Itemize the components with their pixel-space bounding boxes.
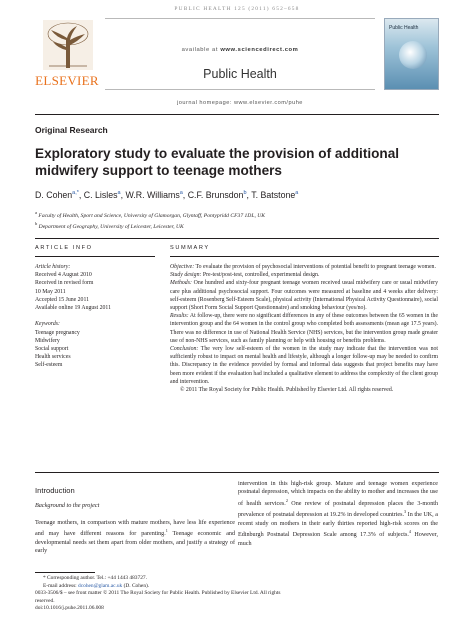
keyword[interactable]: Social support [35, 346, 69, 353]
history-item: 10 May 2011 [35, 288, 66, 295]
homepage-link[interactable]: www.elsevier.com/puhe [233, 100, 303, 106]
journal-title: Public Health [203, 67, 277, 81]
keyword[interactable]: Self-esteem [35, 362, 63, 369]
affiliation-b: $^b$ Department of Geography, University of Leicester, Leicester, UK [35, 220, 184, 230]
doi-link[interactable]: doi:10.1016/j.puhe.2011.06.008 [35, 605, 104, 612]
history-item: Received in revised form [35, 280, 94, 287]
keyword[interactable]: Teenage pregnancy [35, 329, 80, 336]
elsevier-wordmark: ELSEVIER [35, 73, 99, 88]
spacer [35, 312, 155, 320]
copyright-line: 0033-3506/$ – see front matter © 2011 The Royal Society for Public Health. Published by Elsevier Ltd. All rights reserved. [35, 590, 281, 604]
author-3-marks[interactable]: a [179, 190, 183, 197]
summary-results: Results: At follow-up, there were no significant differences in any of these outcomes between the 65 women in the intervention group and the 64 women in the control group who completed both assessments (mean age 17.5 years). There was no difference in use of National Health Service (NHS) services, but the intervention group made greater use of non-NHS services, such as family planning or help with housing or benefits problems. [170, 313, 438, 344]
available-at [105, 47, 375, 53]
author-2[interactable]: C. Lisles$^a$, [83, 190, 126, 200]
cover-globe-icon [399, 41, 427, 69]
author-2-marks[interactable]: a [117, 190, 121, 197]
running-head: PUBLIC HEALTH 125 (2011) 652–658 [174, 6, 300, 12]
citation-link[interactable]: 1 [165, 528, 168, 534]
author-4-marks[interactable]: b [243, 190, 247, 197]
author-1-marks[interactable]: a,* [72, 190, 79, 197]
history-item: Received 4 August 2010 [35, 272, 92, 279]
introduction-heading: Introduction [35, 486, 75, 495]
citation-link[interactable]: 4 [408, 529, 411, 535]
elsevier-logo[interactable] [35, 18, 99, 90]
article-info-rule [35, 256, 155, 257]
email-link[interactable]: dcohen@glam.ac.uk [78, 582, 123, 589]
abstract-bottom-rule [35, 472, 439, 473]
summary-objective: Objective: To evaluate the provision of psychosocial interventions of potential benefit to pregnant teenage women. [170, 264, 436, 270]
summary-heading: SUMMARY [170, 245, 210, 251]
author-5[interactable]: T. Batstone$^a$ [251, 190, 299, 200]
intro-column-left: Teenage mothers, in comparison with mature mothers, have less life experience and may have different reasons for parenting.$^1$ Teenage economic and developmental needs set them apart from older mothers, and justify a strategy of early [35, 520, 236, 555]
keyword[interactable]: Midwifery [35, 337, 60, 344]
affiliation-rule [35, 238, 439, 239]
journal-cover [384, 18, 439, 90]
masthead-center [105, 18, 375, 90]
summary-rule [170, 256, 439, 257]
summary [170, 263, 438, 394]
citation-link[interactable]: 2 [285, 497, 288, 503]
article-info [35, 263, 155, 370]
history-item: Available online 19 August 2011 [35, 305, 111, 312]
author-4[interactable]: C.F. Brunsdon$^b$, [187, 190, 252, 200]
keywords-label: Keywords: [35, 321, 60, 328]
journal-masthead [35, 18, 439, 90]
affiliation-a: $^a$ Faculty of Health, Sport and Science, University of Glamorgan, Glyntaff, Pontypridd CF37 1DL, UK [35, 210, 266, 219]
sciencedirect-link[interactable]: www.sciencedirect.com [220, 47, 299, 53]
author-1[interactable]: D. Cohen$^{a,*}$, [35, 190, 84, 200]
section-type: Original Research [35, 125, 108, 135]
available-prefix: available at [181, 47, 221, 53]
journal-homepage [105, 100, 375, 106]
summary-design: Study design: Pre-test/post-test, controlled, experimental design. [170, 272, 320, 279]
homepage-prefix: journal homepage: [177, 100, 234, 106]
header-rule [35, 114, 439, 115]
footnotes [35, 575, 295, 613]
cover-title: Public Health [389, 25, 419, 31]
affiliations [35, 209, 439, 231]
corresponding-author: * Corresponding author. Tel.: +44 1443 483727. [43, 575, 147, 581]
history-label: Article history: [35, 264, 71, 270]
history-item: Accepted 15 June 2011 [35, 296, 90, 303]
summary-methods: Methods: One hundred and sixty-four pregnant teenage women received usual midwifery care or usual midwifery care plus additional psychosocial support. Four outcomes were measured at baseline and 4 weeks after delivery: self-esteem (Rosenberg Self-Esteem Scale), physical activity (International Physical Activity Questionnaire), social support (Short Form Social Support Questionnaire) and smoking behaviour (yes/no). [170, 280, 438, 312]
keyword[interactable]: Health services [35, 354, 71, 361]
author-5-marks[interactable]: a [295, 190, 299, 197]
summary-conclusion: Conclusion: The very low self-esteem of the women in the study may indicate that the intervention was not sufficiently robust to impact on mental health and lifestyle, although a longer follow-up may be needed to confirm this. Discrepancy in the evidence provided by formal and informal data suggests that project benefits may have been more evident if the evaluation had included a qualitative element to address the complexity of the client group and intervention. [170, 346, 438, 385]
summary-copyright: © 2011 The Royal Society for Public Health. Published by Elsevier Ltd. All rights reserved. [180, 387, 394, 394]
article-title: Exploratory study to evaluate the provision of additional midwifery support to teenage mothers [35, 146, 400, 178]
intro-column-right: intervention in this high-risk group. Mature and teenage women experience postnatal depression, which impacts on the ability to mother and increases the use of health services.$^2$ One review of postnatal depression places the 3-month prevalence of postnatal depression at 19.2% in developed countries.$^3$ In the UK, a recent study on mothers in their early thirties reported high-risk scores on the Edinburgh Postnatal Depression Scale among 17.3% of subjects.$^4$ However, much [238, 481, 438, 547]
email-line: E-mail address: dcohen@glam.ac.uk (D. Cohen). [43, 582, 150, 589]
citation-link[interactable]: 3 [404, 509, 407, 515]
elsevier-tree-icon [43, 20, 93, 70]
background-subheading: Background to the project [35, 502, 100, 509]
article-info-heading: ARTICLE INFO [35, 245, 93, 251]
author-3[interactable]: W.R. Williams$^a$, [125, 190, 188, 200]
author-list [35, 190, 439, 200]
